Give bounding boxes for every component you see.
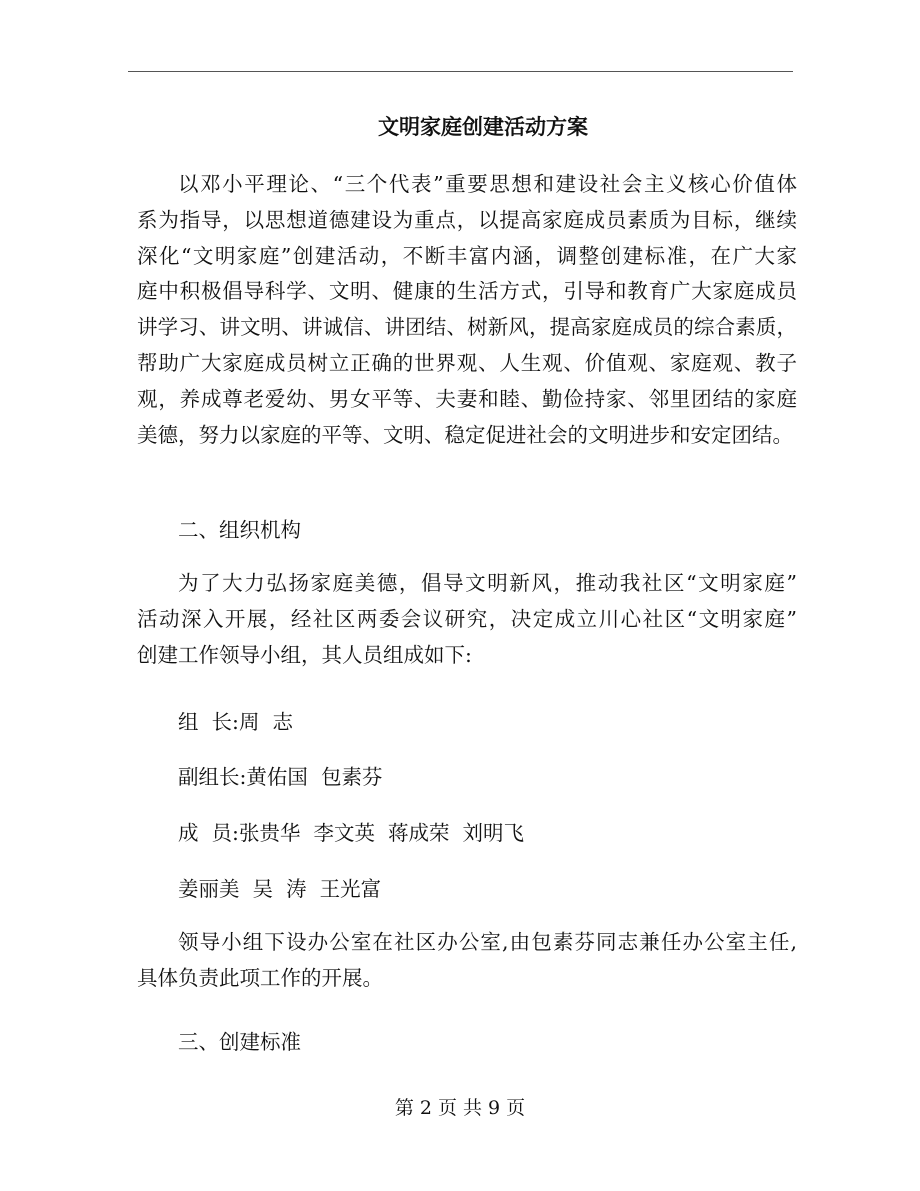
organization-paragraph (137, 566, 797, 673)
paragraph-line: 讲学习、讲文明、讲诚信、讲团结、树新风，提高家庭成员的综合素质， (137, 315, 797, 340)
paragraph-line: 美德，努力以家庭的平等、文明、稳定促进社会的文明进步和安定团结。 (137, 422, 793, 447)
paragraph-line: 以邓小平理论、“三个代表”重要思想和建设社会主义核心价值体 (178, 172, 797, 196)
paragraph-line: 创建工作领导小组，其人员组成如下: (137, 642, 472, 667)
intro-paragraph (137, 167, 797, 453)
leader-line: 组 长:周 志 (178, 710, 293, 734)
page-number: 第 2 页 共 9 页 (394, 1097, 526, 1119)
header-rule (128, 71, 793, 72)
members-line-continued: 姜丽美 吴 涛 王光富 (178, 877, 382, 901)
paragraph-line: 庭中积极倡导科学、文明、健康的生活方式，引导和教育广大家庭成员 (137, 279, 797, 304)
document-title: 文明家庭创建活动方案 (378, 114, 588, 139)
section-2-heading: 二、组织机构 (178, 518, 301, 542)
paragraph-line: 观，养成尊老爱幼、男女平等、夫妻和睦、勤俭持家、邻里团结的家庭 (137, 386, 797, 411)
deputy-leader-line: 副组长:黄佑国 包素芬 (178, 765, 383, 789)
paragraph-line: 系为指导，以思想道德建设为重点，以提高家庭成员素质为目标，继续 (137, 207, 797, 232)
paragraph-line: 深化“文明家庭”创建活动，不断丰富内涵，调整创建标准，在广大家 (137, 243, 797, 268)
paragraph-line: 活动深入开展，经社区两委会议研究，决定成立川心社区“文明家庭” (137, 606, 797, 631)
members-line: 成 员:张贵华 李文英 蒋成荣 刘明飞 (178, 821, 525, 845)
section-3-heading: 三、创建标准 (178, 1030, 301, 1054)
paragraph-line: 领导小组下设办公室在社区办公室,由包素芬同志兼任办公室主任, (178, 930, 797, 954)
paragraph-line: 具体负责此项工作的开展。 (137, 965, 383, 990)
paragraph-line: 为了大力弘扬家庭美德，倡导文明新风，推动我社区“文明家庭” (178, 571, 797, 595)
paragraph-line: 帮助广大家庭成员树立正确的世界观、人生观、价值观、家庭观、教子 (137, 350, 797, 375)
office-paragraph (137, 925, 797, 997)
